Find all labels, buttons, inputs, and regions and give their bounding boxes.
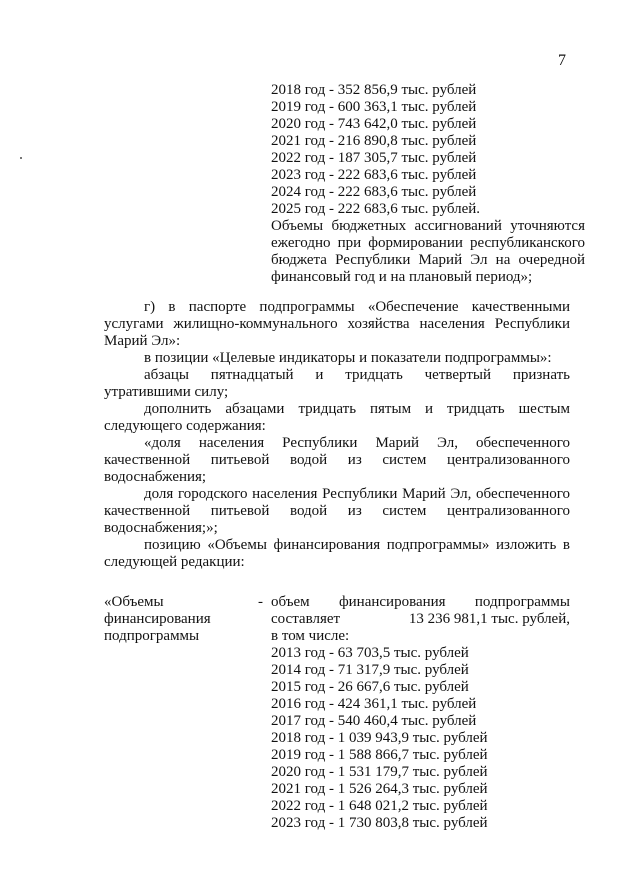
paragraph-indicators-position: в позиции «Целевые индикаторы и показатели подпрограммы»: (144, 350, 552, 366)
year-line: 2025 год - 222 683,6 тыс. рублей. (271, 201, 481, 217)
financing-label (104, 594, 254, 645)
paragraph-subprogram-passport: г) в паспорте подпрограммы «Обеспечение качественными услугами жилищно-коммунального хозяйства населения Республики Марий Эл»: (104, 299, 570, 349)
year-line: 2019 год - 1 588 866,7 тыс. рублей (271, 747, 488, 763)
including-label: в том числе: (271, 628, 350, 644)
paragraph-indicator-1: «доля населения Республики Марий Эл, обеспеченного качественной питьевой водой из систем централизованного водоснабжения; (104, 435, 570, 485)
volume-word: финансирования (338, 594, 446, 610)
year-line: 2021 год - 216 890,8 тыс. рублей (271, 133, 477, 149)
funding-years-continued (271, 82, 591, 286)
amount-line (271, 611, 570, 628)
year-line: 2023 год - 1 730 803,8 тыс. рублей (271, 815, 488, 831)
year-line: 2019 год - 600 363,1 тыс. рублей (271, 99, 477, 115)
page-number: 7 (558, 52, 566, 69)
separator-dash: - (258, 594, 263, 610)
year-line: 2023 год - 222 683,6 тыс. рублей (271, 167, 477, 183)
year-line: 2022 год - 187 305,7 тыс. рублей (271, 150, 477, 166)
year-line: 2022 год - 1 648 021,2 тыс. рублей (271, 798, 488, 814)
volume-line (271, 594, 570, 611)
financing-years (271, 645, 570, 832)
paragraph-financing-position: позицию «Объемы финансирования подпрограммы» изложить в следующей редакции: (104, 537, 570, 570)
paragraph-supplement: дополнить абзацами тридцать пятым и тридцать шестым следующего содержания: (104, 401, 570, 434)
year-line: 2020 год - 1 531 179,7 тыс. рублей (271, 764, 488, 780)
amount-value: 13 236 981,1 тыс. рублей, (408, 611, 570, 627)
paragraph-indicator-2: доля городского населения Республики Марий Эл, обеспеченного качественной питьевой водой из систем централизованного водоснабжения;»; (104, 486, 570, 536)
year-line: 2014 год - 71 317,9 тыс. рублей (271, 662, 469, 678)
year-line: 2018 год - 1 039 943,9 тыс. рублей (271, 730, 488, 746)
year-line: 2024 год - 222 683,6 тыс. рублей (271, 184, 477, 200)
year-line: 2018 год - 352 856,9 тыс. рублей (271, 82, 477, 98)
amount-label: составляет (271, 611, 341, 627)
label-line: финансирования (104, 611, 211, 627)
financing-values (271, 594, 570, 832)
year-line: 2016 год - 424 361,1 тыс. рублей (271, 696, 477, 712)
amendment-text (104, 299, 570, 571)
paragraph-invalidate: абзацы пятнадцатый и тридцать четвертый признать утратившими силу; (104, 367, 570, 400)
scan-speck (20, 157, 22, 159)
year-line: 2021 год - 1 526 264,3 тыс. рублей (271, 781, 488, 797)
year-line: 2017 год - 540 460,4 тыс. рублей (271, 713, 477, 729)
year-line: 2015 год - 26 667,6 тыс. рублей (271, 679, 469, 695)
label-line: подпрограммы (104, 628, 200, 644)
budget-note: Объемы бюджетных ассигнований уточняются ежегодно при формировании республиканского бюджета Республики Марий Эл на очередной финансовый год и на плановый период»; (271, 218, 585, 285)
label-line: «Объемы (104, 594, 164, 610)
year-line: 2020 год - 743 642,0 тыс. рублей (271, 116, 477, 132)
year-line: 2013 год - 63 703,5 тыс. рублей (271, 645, 469, 661)
volume-word: подпрограммы (474, 594, 570, 610)
volume-word: объем (271, 594, 310, 610)
